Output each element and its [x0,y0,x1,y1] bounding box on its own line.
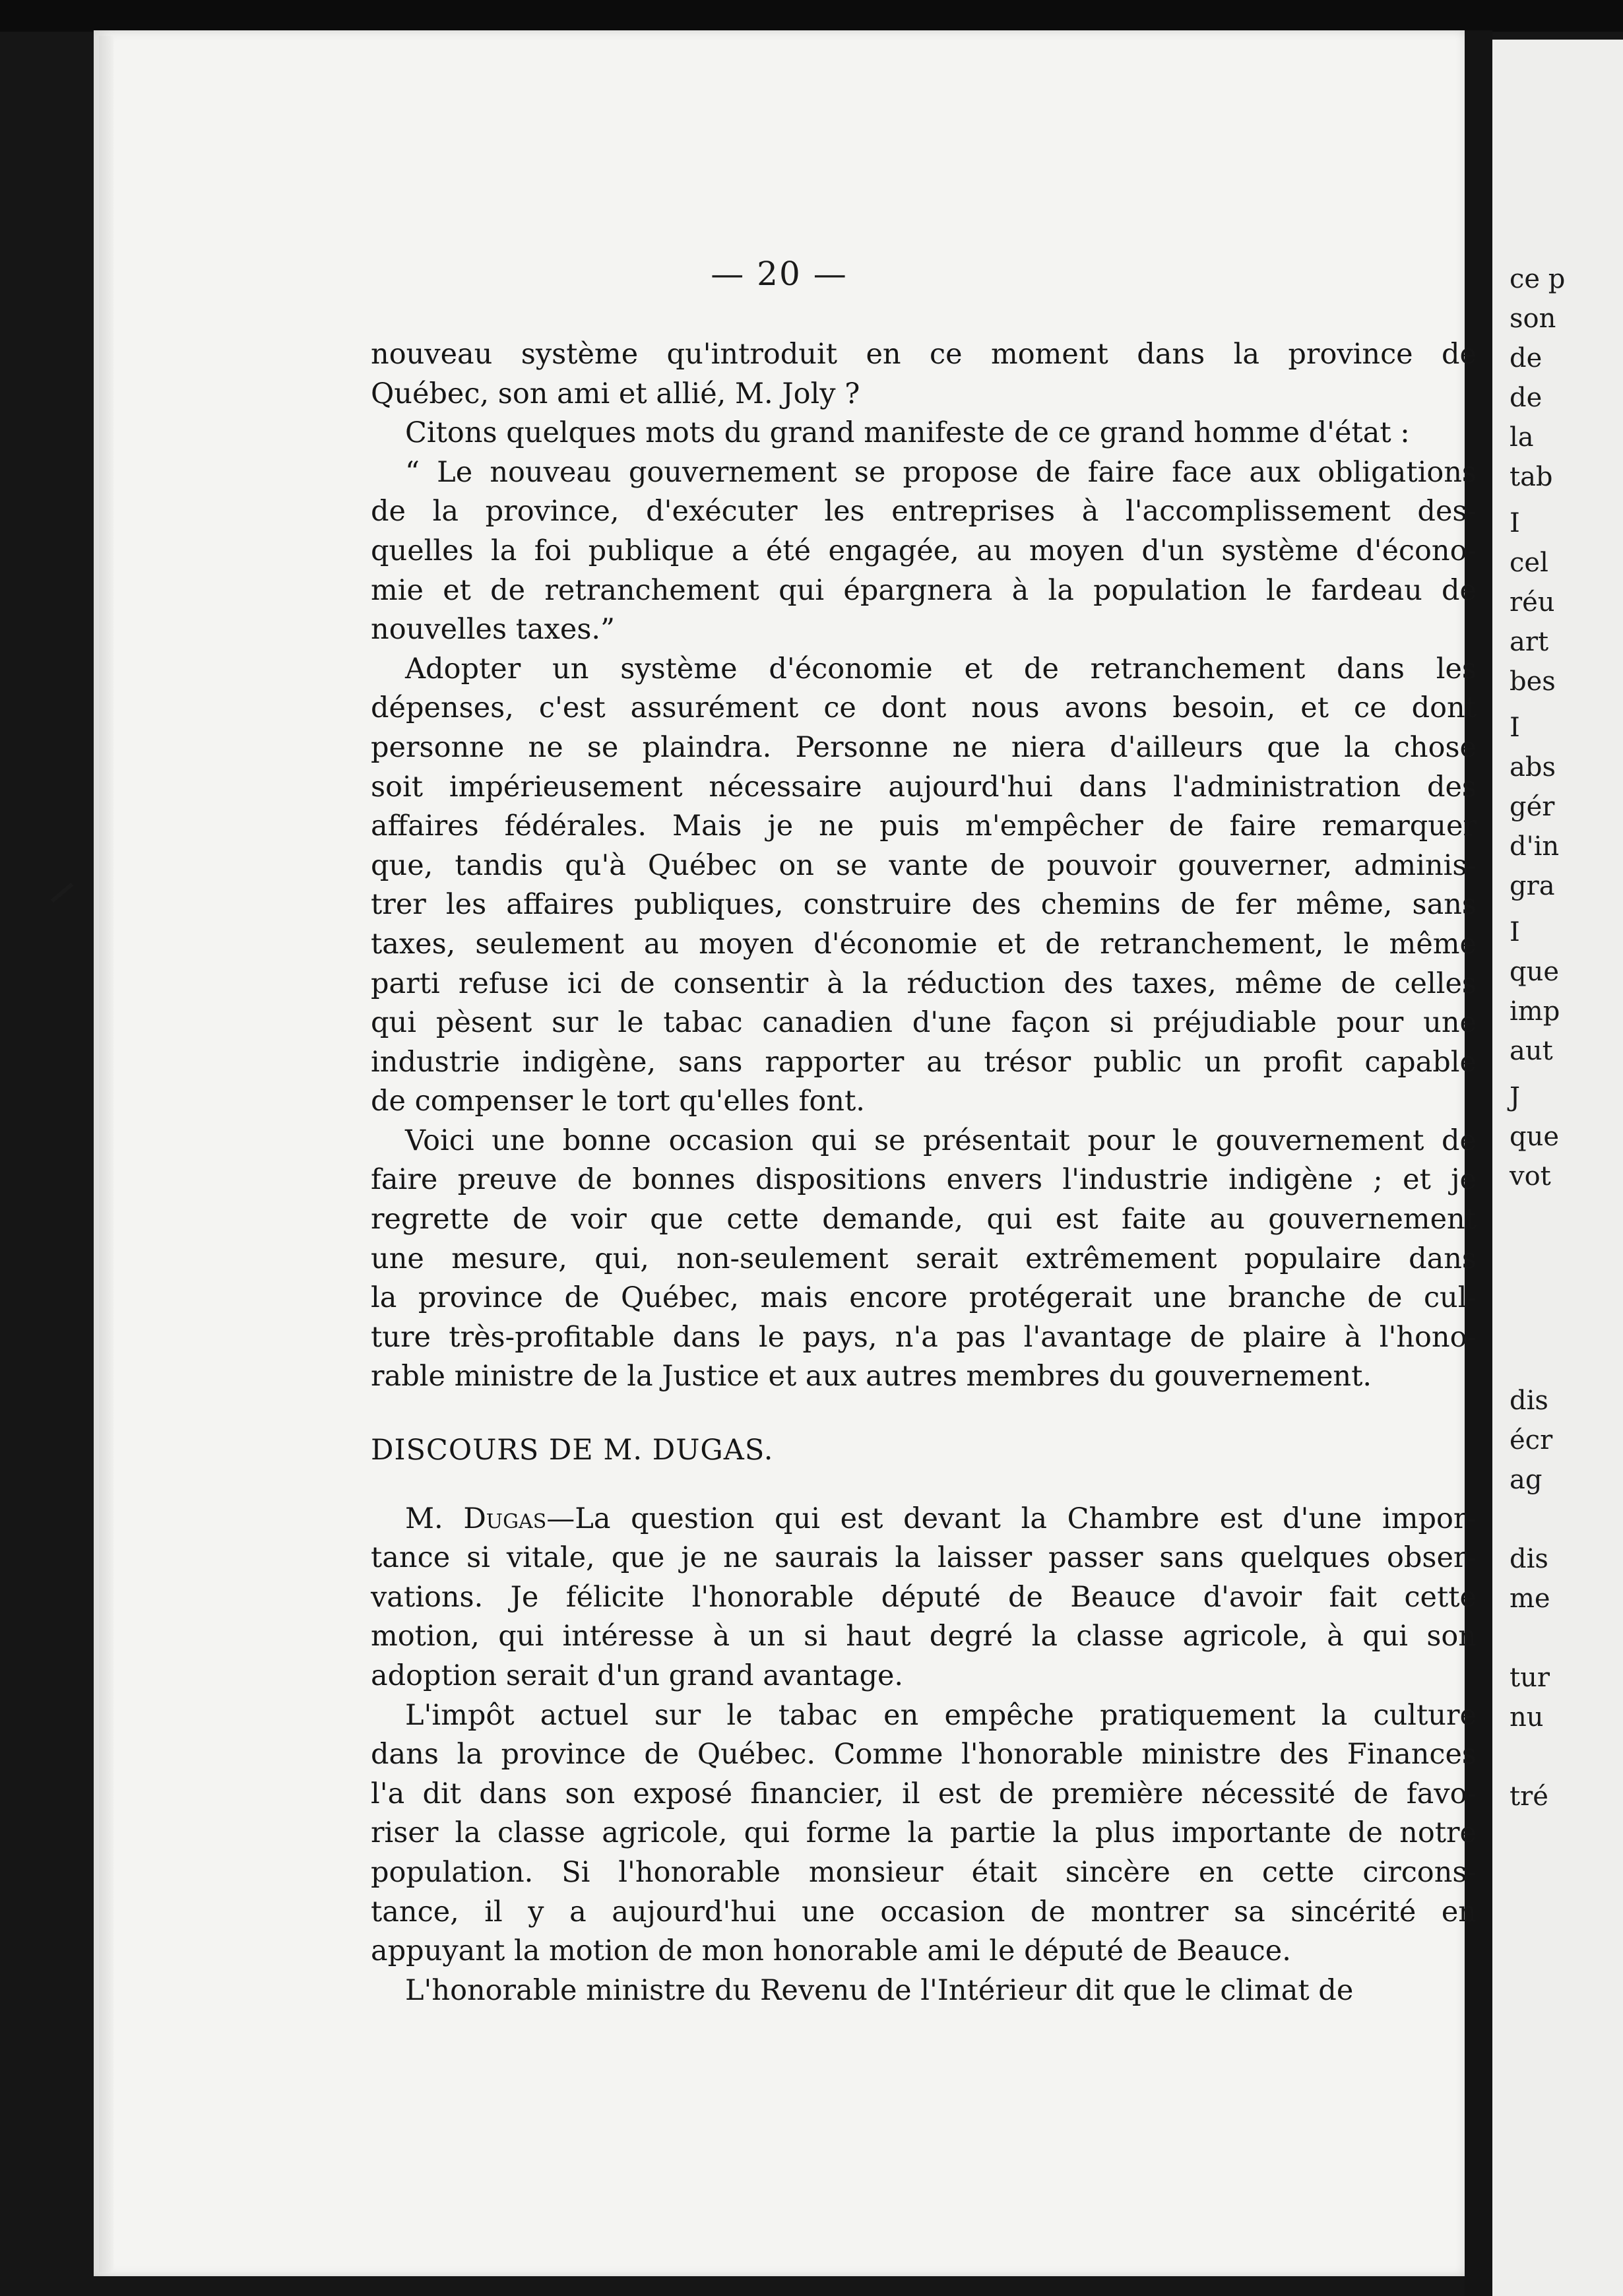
next-page-text-fragment: J [1510,1082,1521,1112]
text-line: nouvelles taxes.” [371,613,616,647]
text-line: L'honorable ministre du Revenu de l'Intérieur dit que le climat de [405,1973,1354,2007]
text-line: riser la classe agricole, qui forme la partie la plus importante de notre [371,1816,1477,1850]
text-line: vations. Je félicite l'honorable député de Beauce d'avoir fait cette [371,1580,1477,1614]
text-line: Québec, son ami et allié, M. Joly ? [371,377,860,410]
next-page-text-fragment: imp [1510,996,1560,1027]
next-page-text-fragment: bes [1510,666,1556,697]
text-line: parti refuse ici de consentir à la réduction des taxes, même de celles [371,967,1477,1000]
text-line: l'a dit dans son exposé financier, il est de première nécessité de favo- [371,1777,1477,1810]
next-page-text-fragment: de [1510,383,1543,413]
text-line: tance, il y a aujourd'hui une occasion de montrer sa sincérité en [371,1895,1477,1929]
text-line: qui pèsent sur le tabac canadien d'une façon si préjudiable pour une [371,1006,1477,1040]
section-heading: DISCOURS DE M. DUGAS. [371,1434,774,1467]
paragraph [371,650,1477,1122]
text-line: personne ne se plaindra. Personne ne niera d'ailleurs que la chose [371,730,1477,764]
text-line: affaires fédérales. Mais je ne puis m'empêcher de faire remarquer [371,810,1477,843]
next-page-text-fragment: tab [1510,462,1553,492]
next-page-text-fragment: gér [1510,792,1555,822]
text-line: de compenser le tort qu'elles font. [371,1085,865,1118]
next-page-text-fragment: d'in [1510,831,1560,862]
next-page-fragment [1492,40,1623,2296]
text-line: population. Si l'honorable monsieur était sincère en cette circons- [371,1855,1477,1889]
next-page-text-fragment: gra [1510,871,1555,901]
text-line: Voici une bonne occasion qui se présentait pour le gouvernement de [405,1124,1477,1157]
paragraph [371,335,1477,414]
page-number: — 20 — [711,255,848,293]
next-page-text-fragment: écr [1510,1425,1553,1455]
next-page-text-fragment: aut [1510,1036,1553,1066]
next-page-text-fragment: la [1510,422,1534,453]
text-line: faire preuve de bonnes dispositions envers l'industrie indigène ; et je [371,1163,1477,1197]
text-line: rable ministre de la Justice et aux autres membres du gouvernement. [371,1360,1372,1393]
next-page-text-fragment: tré [1510,1781,1548,1812]
next-page-text-fragment: vot [1510,1161,1551,1192]
next-page-text-fragment: dis [1510,1386,1548,1416]
next-page-text-fragment: ce p [1510,264,1566,294]
scan-artifact-mark [51,883,73,903]
paragraph [371,1696,1477,1971]
next-page-text-fragment: tur [1510,1663,1550,1693]
text-line: soit impérieusement nécessaire aujourd'hui dans l'administration des [371,770,1477,804]
text-line: dans la province de Québec. Comme l'honorable ministre des Finances [371,1738,1477,1771]
text-line: “ Le nouveau gouvernement se propose de faire face aux obligations [405,455,1477,489]
next-page-text-fragment: I [1510,508,1520,538]
next-page-text-fragment: dis [1510,1544,1548,1574]
next-page-text-fragment: cel [1510,548,1548,578]
next-page-text-fragment: abs [1510,752,1556,782]
text-line: une mesure, qui, non-seulement serait extrêmement populaire dans [371,1242,1477,1275]
next-page-text-fragment: réu [1510,587,1555,618]
text-line: tance si vitale, que je ne saurais la laisser passer sans quelques obser- [371,1541,1477,1575]
text-line: adoption serait d'un grand avantage. [371,1659,904,1692]
text-line: nouveau système qu'introduit en ce moment dans la province de [371,338,1477,371]
next-page-text-fragment: I [1510,917,1520,947]
text-line: quelles la foi publique a été engagée, au moyen d'un système d'écono- [371,534,1477,567]
page-body [371,335,1477,2010]
text-line: la province de Québec, mais encore protégerait une branche de cul- [371,1281,1477,1315]
text-line: trer les affaires publiques, construire des chemins de fer même, sans [371,888,1477,922]
page-edge-shadow [99,36,113,2272]
next-page-text-fragment: I [1510,713,1520,743]
text-line: taxes, seulement au moyen d'économie et de retranchement, le même [371,927,1477,961]
scan-top-border [0,0,1623,32]
next-page-text-fragment: son [1510,303,1556,334]
next-page-text-fragment: art [1510,627,1549,657]
next-page-text-fragment: de [1510,343,1543,373]
next-page-text-fragment: nu [1510,1702,1544,1733]
text-line: appuyant la motion de mon honorable ami le député de Beauce. [371,1934,1291,1968]
text-line: L'impôt actuel sur le tabac en empêche pratiquement la culture [405,1698,1477,1732]
next-page-text-fragment: ag [1510,1465,1543,1495]
text-line: de la province, d'exécuter les entreprises à l'accomplissement des- [371,495,1477,528]
next-page-text-fragment: que [1510,1122,1560,1152]
book-page [94,30,1477,2276]
text-line: industrie indigène, sans rapporter au trésor public un profit capable [371,1045,1477,1079]
text-line: regrette de voir que cette demande, qui est faite au gouvernement [371,1203,1477,1236]
paragraph [371,1971,1477,2011]
text-line: Adopter un système d'économie et de retranchement dans les [405,652,1477,686]
paragraph [371,453,1477,650]
text-line: Citons quelques mots du grand manifeste de ce grand homme d'état : [405,416,1410,450]
paragraph [371,1500,1477,1696]
text-line: ture très-profitable dans le pays, n'a pas l'avantage de plaire à l'hono- [371,1320,1477,1354]
paragraph [371,1122,1477,1397]
text-line: mie et de retranchement qui épargnera à la population le fardeau de [371,573,1477,607]
paragraph [371,414,1477,453]
next-page-text-fragment: me [1510,1583,1550,1614]
text-line: dépenses, c'est assurément ce dont nous avons besoin, et ce dont [371,691,1477,725]
text-line: motion, qui intéresse à un si haut degré la classe agricole, à qui son [371,1620,1477,1653]
speaker-name: M. Dugas [405,1502,547,1535]
text-line: que, tandis qu'à Québec on se vante de pouvoir gouverner, adminis- [371,848,1477,882]
text-line: M. Dugas—La question qui est devant la Chambre est d'une impor- [405,1502,1477,1535]
next-page-text-fragment: que [1510,957,1560,987]
